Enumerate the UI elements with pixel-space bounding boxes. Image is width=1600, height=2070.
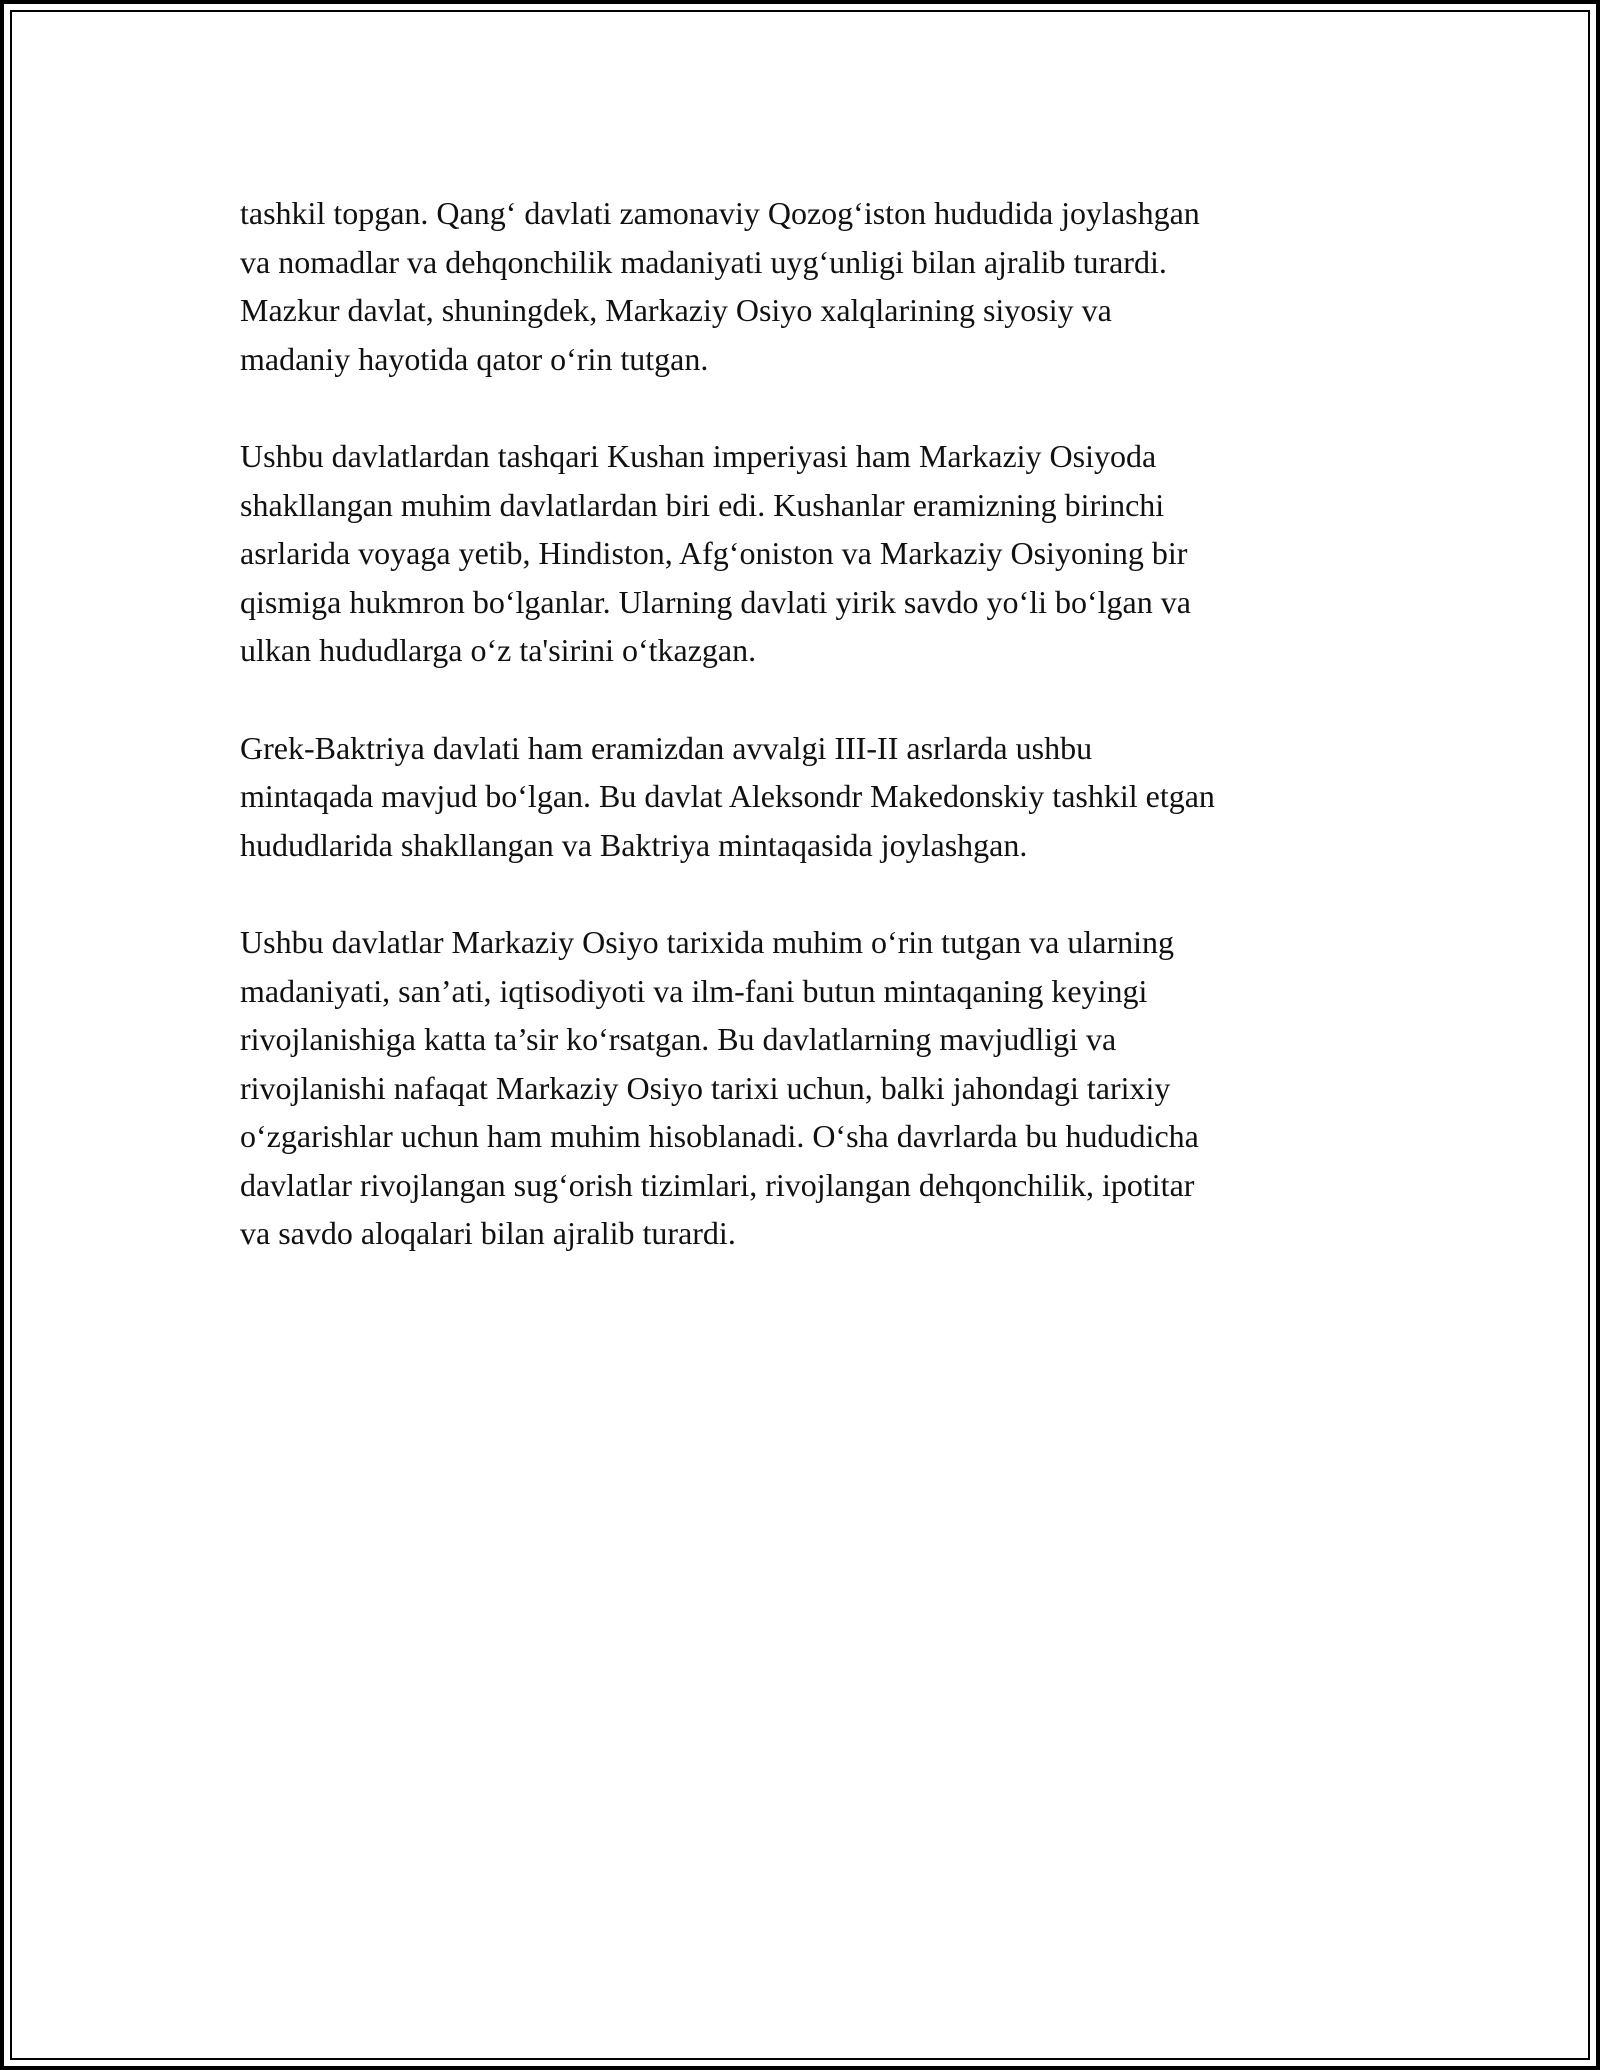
text-line: Grek-Baktriya davlati ham eramizdan avvalgi III-II asrlarda ushbu — [240, 729, 1093, 766]
paragraph-1 — [240, 189, 1380, 383]
text-line: Mazkur davlat, shuningdek, Markaziy Osiyo xalqlarining siyosiy va — [240, 292, 1112, 329]
text-line: tashkil topgan. Qang‘ davlati zamonaviy Qozog‘iston hududida joylashgan — [240, 195, 1200, 231]
text-line: o‘zgarishlar uchun ham muhim hisoblanadi. O‘sha davrlarda bu hududicha — [240, 1118, 1199, 1155]
text-line: qismiga hukmron bo‘lganlar. Ularning davlati yirik savdo yo‘li bo‘lgan va — [240, 583, 1191, 620]
text-line: asrlarida voyaga yetib, Hindiston, Afg‘oniston va Markaziy Osiyoning bir — [240, 535, 1188, 572]
text-line: ulkan hududlarga o‘z ta'sirini o‘tkazgan. — [240, 632, 757, 669]
text-line: Ushbu davlatlardan tashqari Kushan imperiyasi ham Markaziy Osiyoda — [240, 437, 1157, 474]
document-body — [240, 189, 1380, 1307]
paragraph-4 — [240, 918, 1380, 1258]
text-line: hududlarida shakllangan va Baktriya mintaqasida joylashgan. — [240, 826, 1028, 863]
text-line: va savdo aloqalari bilan ajralib turardi. — [240, 1215, 736, 1252]
text-line: shakllangan muhim davlatlardan biri edi. Kushanlar eramizning birinchi — [240, 486, 1165, 523]
text-line: Ushbu davlatlar Markaziy Osiyo tarixida muhim o‘rin tutgan va ularning — [240, 923, 1174, 960]
text-line: madaniyati, san’ati, iqtisodiyoti va ilm-fani butun mintaqaning keyingi — [240, 972, 1148, 1009]
text-line: madaniy hayotida qator o‘rin tutgan. — [240, 340, 709, 377]
text-line: mintaqada mavjud bo‘lgan. Bu davlat Aleksondr Makedonskiy tashkil etgan — [240, 778, 1215, 815]
text-line: rivojlanishi nafaqat Markaziy Osiyo tarixi uchun, balki jahondagi tarixiy — [240, 1069, 1171, 1106]
text-line: rivojlanishiga katta ta’sir ko‘rsatgan. Bu davlatlarning mavjudligi va — [240, 1021, 1117, 1058]
paragraph-3 — [240, 724, 1380, 870]
paragraph-2 — [240, 432, 1380, 675]
text-line: va nomadlar va dehqonchilik madaniyati uyg‘unligi bilan ajralib turardi. — [240, 243, 1167, 280]
text-line: davlatlar rivojlangan sug‘orish tizimlari, rivojlangan dehqonchilik, ipotitar — [240, 1166, 1195, 1203]
